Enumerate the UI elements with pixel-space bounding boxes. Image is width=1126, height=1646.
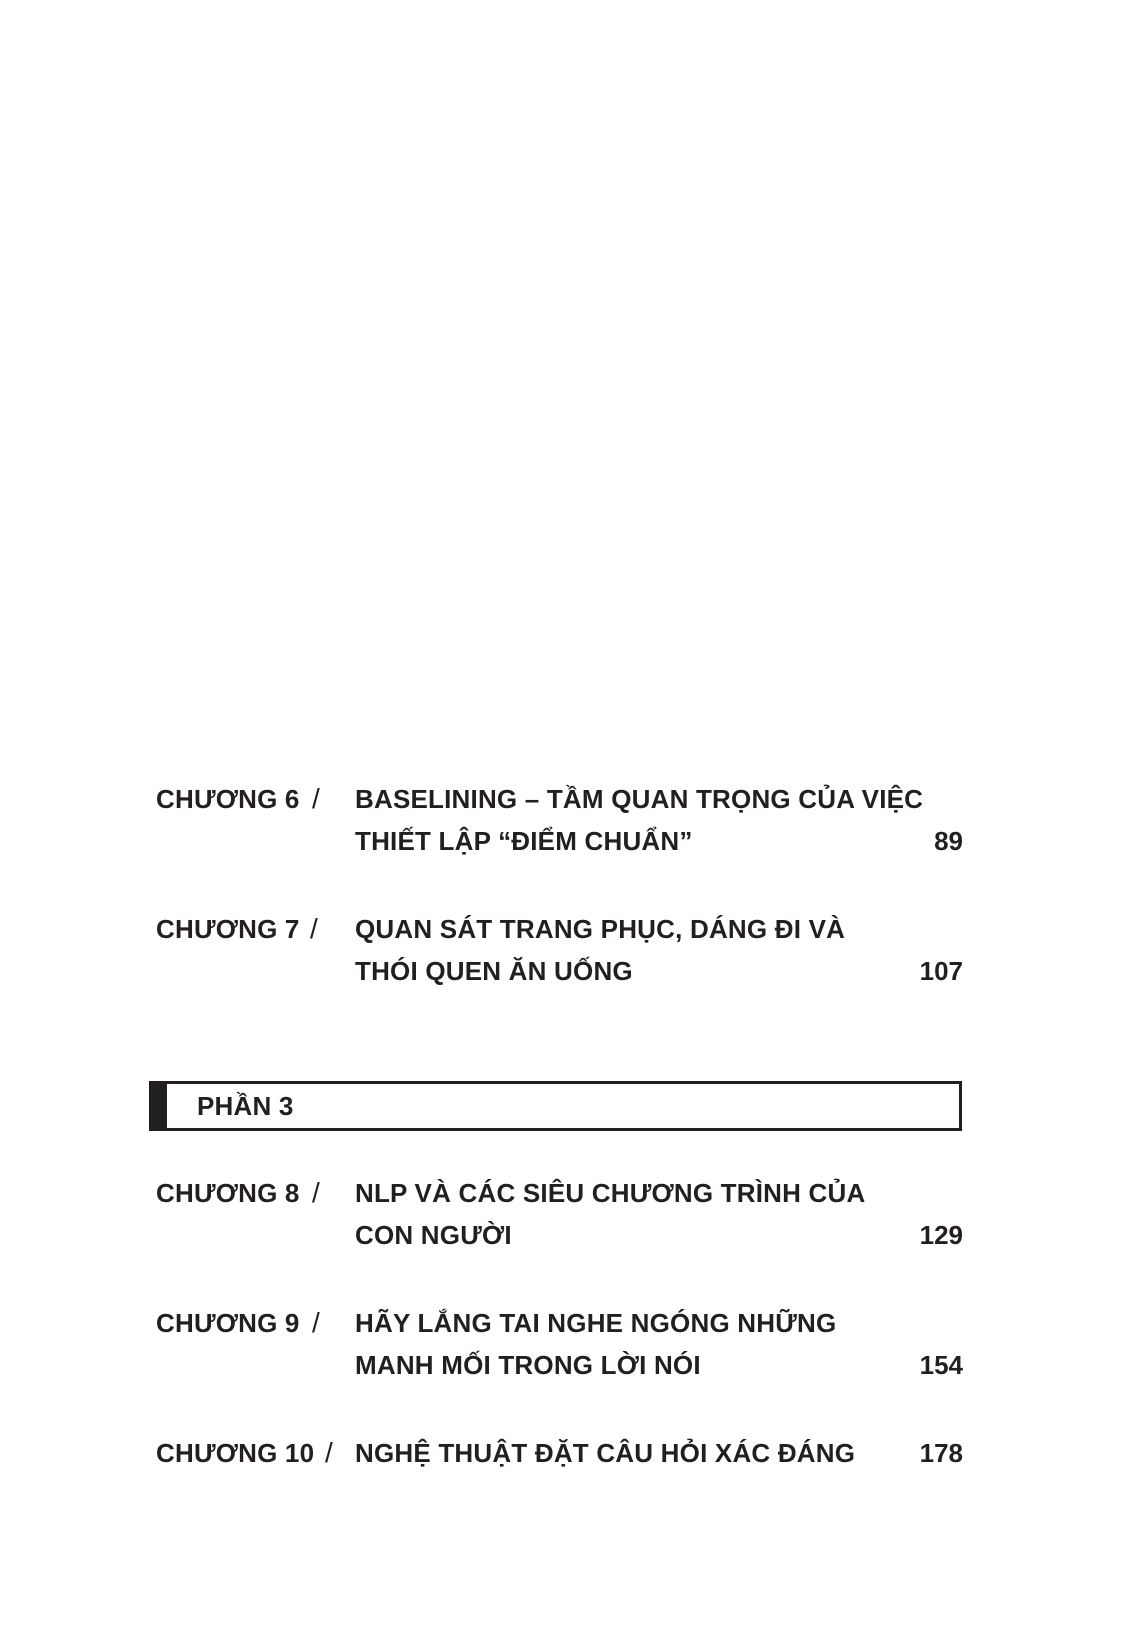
chapter-title [355, 908, 935, 992]
page-number: 129 [919, 1220, 963, 1250]
chapter-separator: / [312, 1177, 320, 1208]
chapter-separator: / [312, 1307, 320, 1338]
chapter-title-line: THIẾT LẬP “ĐIỂM CHUẨN” [355, 826, 693, 856]
chapter-label: CHƯƠNG 9 [156, 1308, 300, 1338]
chapter-title-line: HÃY LẮNG TAI NGHE NGÓNG NHỮNG [355, 1308, 837, 1338]
toc-entry-chapter-9 [0, 1302, 1126, 1392]
chapter-title-line: QUAN SÁT TRANG PHỤC, DÁNG ĐI VÀ [355, 914, 846, 944]
part-label: PHẦN 3 [197, 1091, 294, 1121]
part-header [149, 1081, 962, 1131]
chapter-separator: / [312, 783, 320, 814]
page-number: 89 [934, 826, 963, 856]
chapter-label: CHƯƠNG 8 [156, 1178, 300, 1208]
chapter-title [355, 1172, 935, 1256]
chapter-title [355, 1432, 935, 1474]
toc-entry-chapter-7 [0, 908, 1126, 998]
chapter-label: CHƯƠNG 7 [156, 914, 300, 944]
chapter-label: CHƯƠNG 6 [156, 784, 300, 814]
toc-entry-chapter-6 [0, 778, 1126, 868]
chapter-title [355, 1302, 935, 1386]
chapter-separator: / [310, 913, 318, 944]
chapter-title-line: NLP VÀ CÁC SIÊU CHƯƠNG TRÌNH CỦA [355, 1178, 866, 1208]
page-number: 107 [919, 956, 963, 986]
page-number: 178 [919, 1438, 963, 1468]
chapter-label: CHƯƠNG 10 [156, 1438, 315, 1468]
toc-entry-chapter-10 [0, 1432, 1126, 1522]
page-number: 154 [919, 1350, 963, 1380]
chapter-title-line: NGHỆ THUẬT ĐẶT CÂU HỎI XÁC ĐÁNG [355, 1438, 856, 1468]
chapter-title-line: CON NGƯỜI [355, 1220, 512, 1250]
toc-entry-chapter-8 [0, 1172, 1126, 1262]
chapter-title-line: BASELINING – TẦM QUAN TRỌNG CỦA VIỆC [355, 784, 924, 814]
part-header-bar [152, 1084, 167, 1128]
chapter-separator: / [325, 1437, 333, 1468]
chapter-title [355, 778, 935, 862]
chapter-title-line: THÓI QUEN ĂN UỐNG [355, 956, 633, 986]
chapter-title-line: MANH MỐI TRONG LỜI NÓI [355, 1350, 701, 1380]
